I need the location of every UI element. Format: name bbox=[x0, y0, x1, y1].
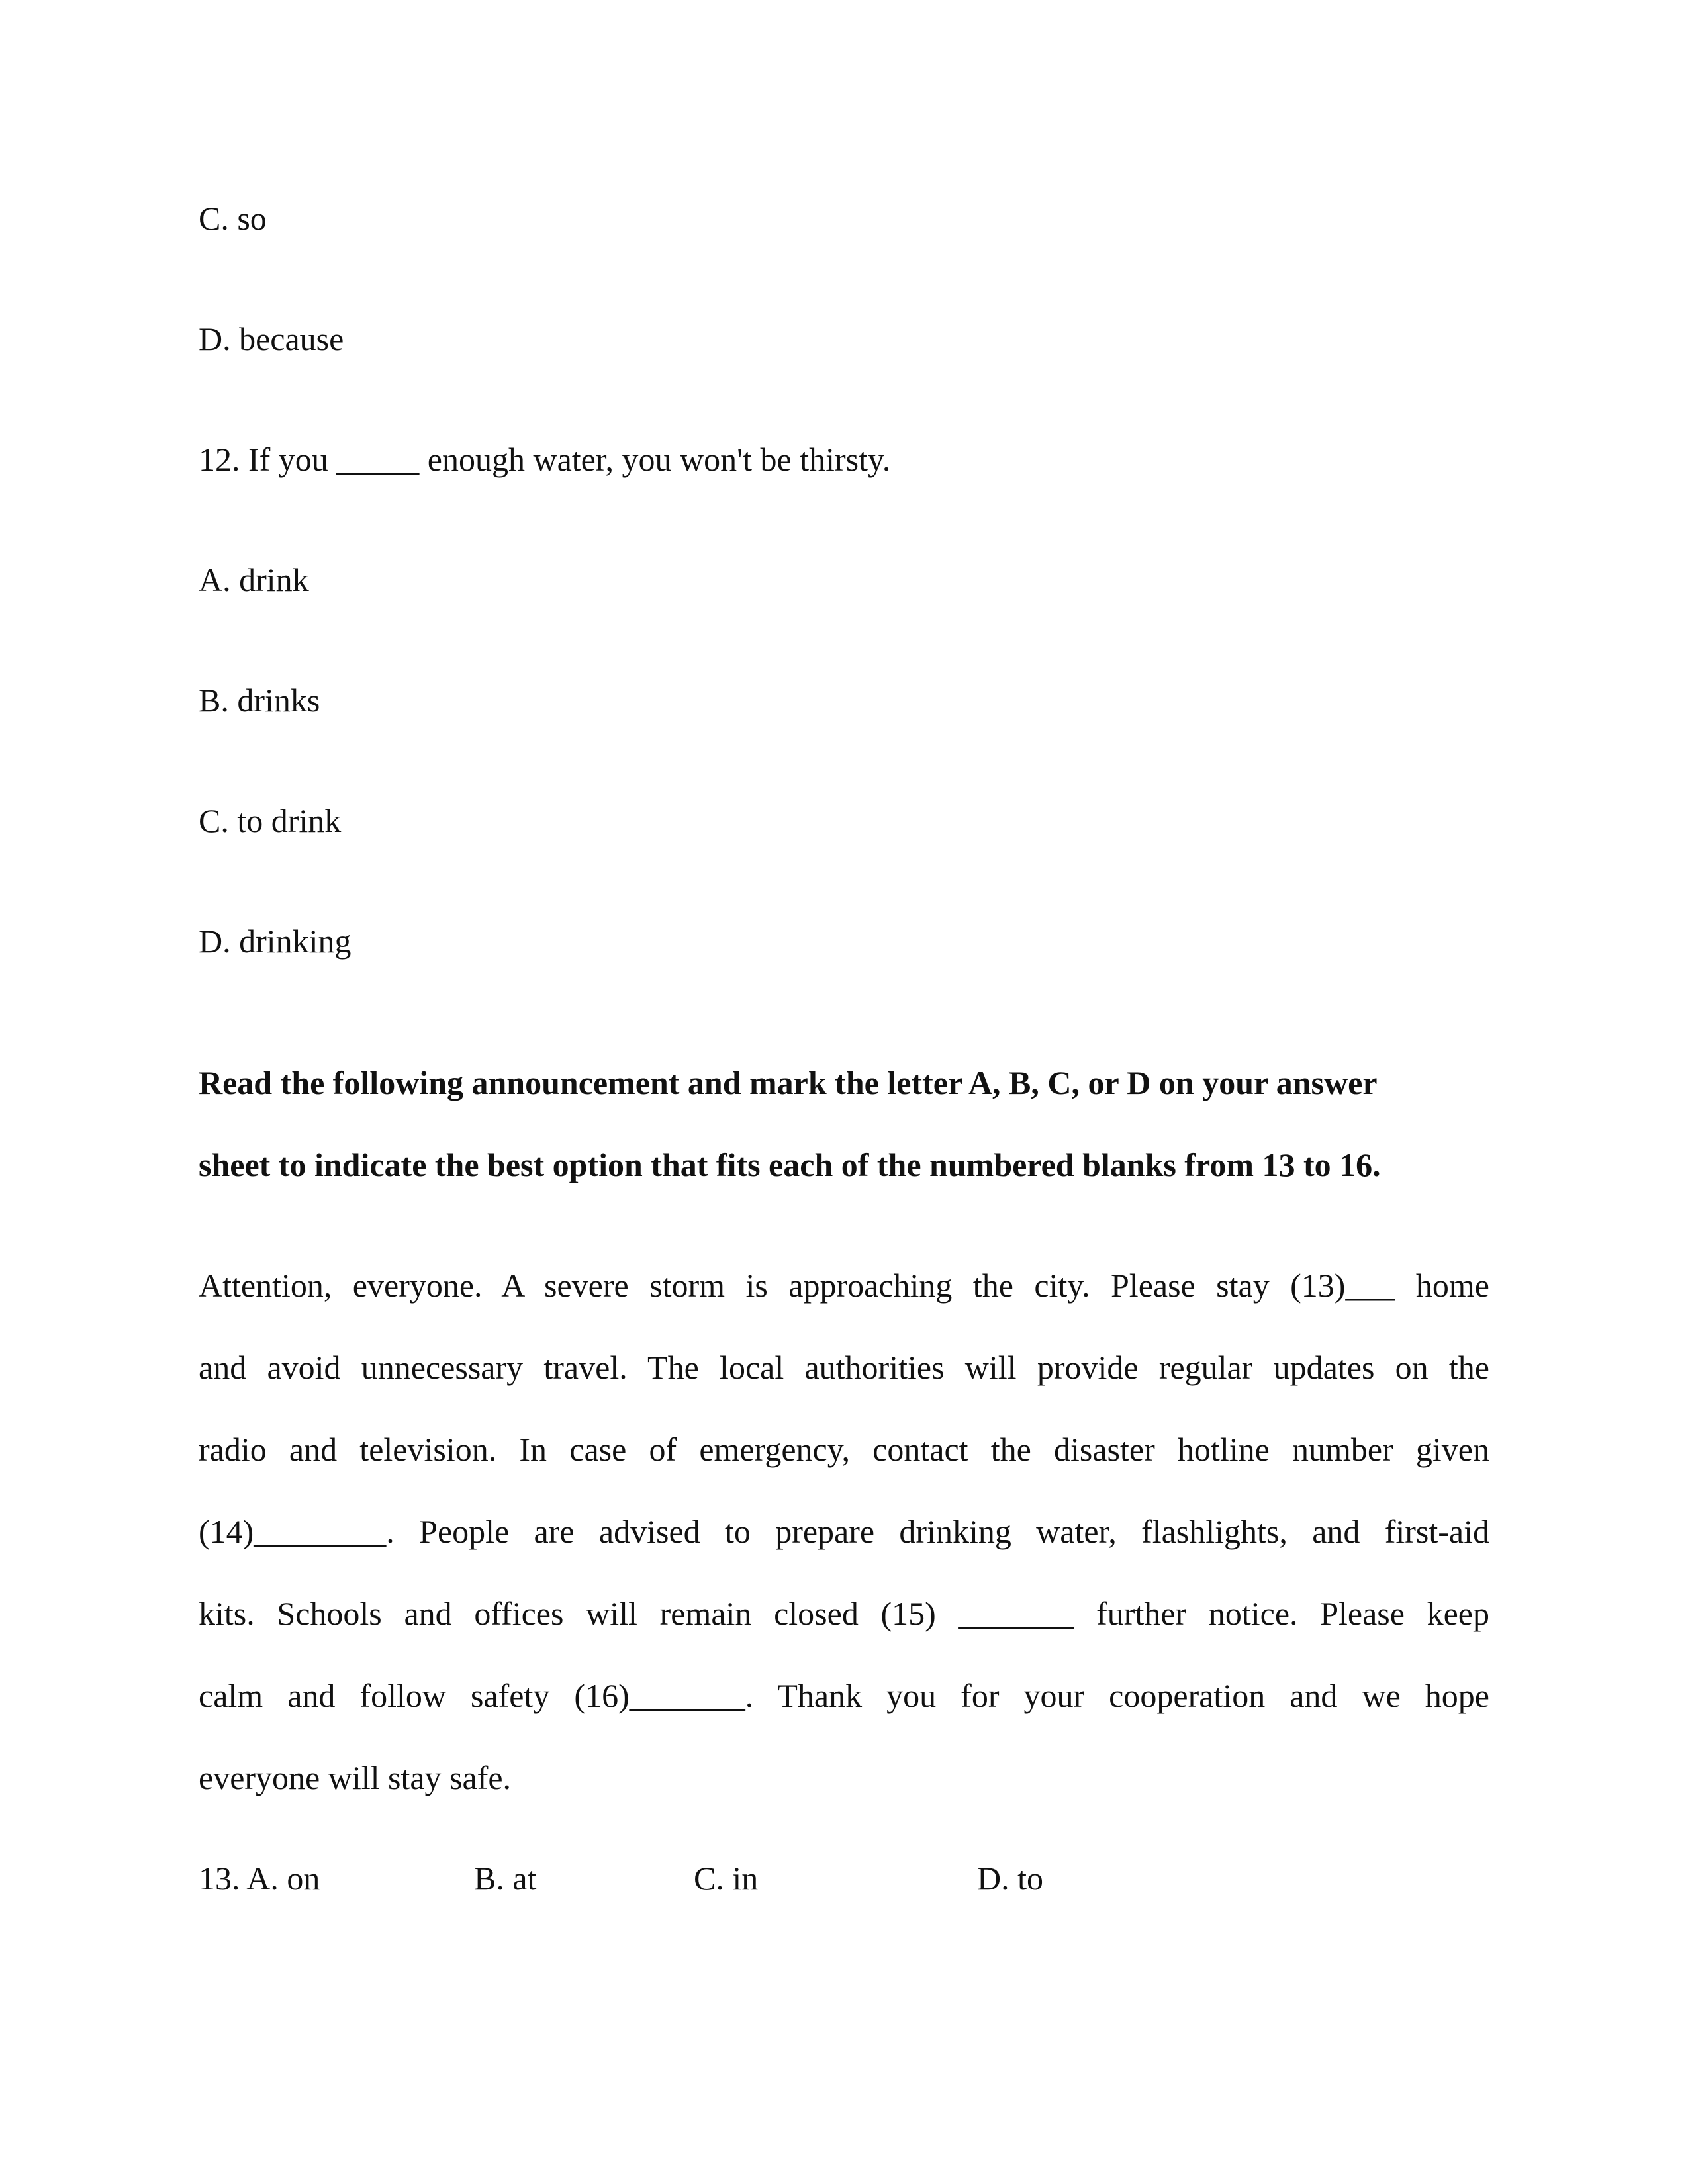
question-12-option-a: A. drink bbox=[199, 561, 309, 598]
passage-line: calm and follow safety (16)_______. Thank you for your cooperation and we hope bbox=[199, 1677, 1489, 1714]
passage-line: and avoid unnecessary travel. The local authorities will provide regular updates on the bbox=[199, 1349, 1489, 1386]
question-13-option-a: 13. A. on bbox=[199, 1860, 320, 1897]
question-13-option-b: B. at bbox=[474, 1860, 537, 1897]
passage-line: radio and television. In case of emergency, contact the disaster hotline number given bbox=[199, 1431, 1489, 1468]
announcement-passage bbox=[199, 1244, 1489, 1819]
question-12-option-b: B. drinks bbox=[199, 682, 320, 719]
question-13-option-d: D. to bbox=[977, 1860, 1043, 1897]
question-11-option-d: D. because bbox=[199, 320, 344, 357]
passage-line: kits. Schools and offices will remain closed (15) _______ further notice. Please keep bbox=[199, 1595, 1489, 1632]
question-11-option-c: C. so bbox=[199, 200, 267, 237]
reading-instructions bbox=[199, 1042, 1489, 1206]
passage-line: everyone will stay safe. bbox=[199, 1759, 512, 1796]
instructions-line: Read the following announcement and mark the letter A, B, C, or D on your answer bbox=[199, 1064, 1378, 1101]
question-12-option-c: C. to drink bbox=[199, 802, 342, 839]
question-13-options bbox=[0, 1858, 1688, 1898]
question-12-stem: 12. If you _____ enough water, you won't be thirsty. bbox=[199, 441, 891, 478]
passage-line: (14)________. People are advised to prepare drinking water, flashlights, and first-aid bbox=[199, 1513, 1489, 1550]
question-13-option-c: C. in bbox=[694, 1860, 759, 1897]
question-12-option-d: D. drinking bbox=[199, 923, 352, 960]
instructions-line: sheet to indicate the best option that fits each of the numbered blanks from 13 to 16. bbox=[199, 1146, 1381, 1183]
passage-line: Attention, everyone. A severe storm is approaching the city. Please stay (13)___ home bbox=[199, 1267, 1489, 1304]
